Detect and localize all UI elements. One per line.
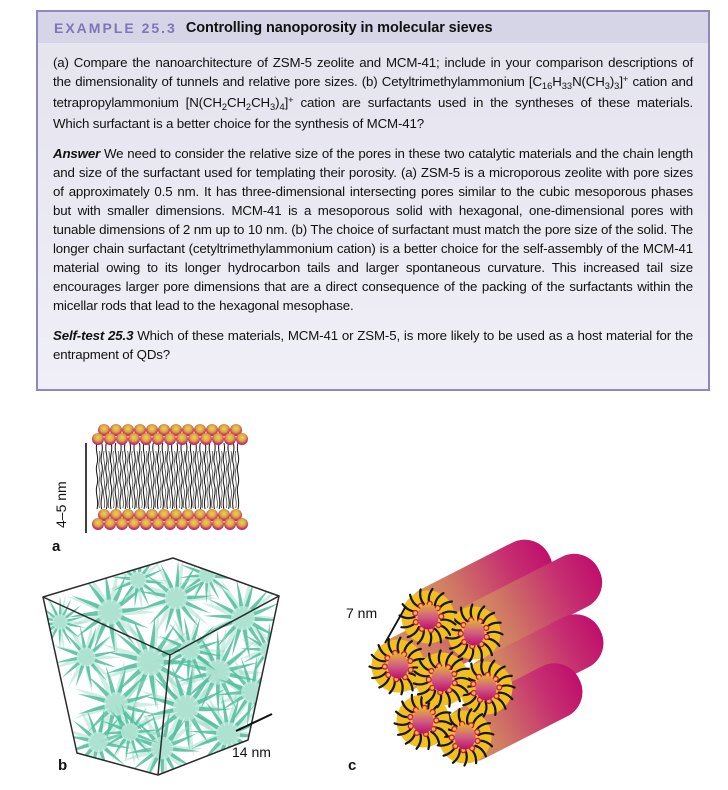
answer-paragraph: Answer We need to consider the relative size of the pores in these two catalytic materials and the chain length and size of the surfactant used for templating their porosity. (a) ZSM-5 is a microporous zeolite with pore sizes of approximately 0.5 nm. It has three-dimensional intersecting pores similar to the cubic mesoporous phases but with smaller dimensions. MCM-41 is a mesoporous solid with hexagonal, one-dimensional pores with tunable dimensions of 2 nm up to 10 nm. (b) The choice of surfactant must match the pore size of the solid. The longer chain surfactant (cetyltrimethylammonium cation) is a better choice for the self-assembly of the MCM-41 material owing to its longer hydrocarbon tails and larger spontaneous curvature. This increased tail size encourages larger pore dimensions that are a direct consequence of the packing of the surfactants within the micellar rods that lead to the hexagonal mesophase. — [53, 146, 693, 314]
bilayer-tails — [96, 443, 239, 509]
example-body — [38, 43, 708, 364]
figure-c-letter: c — [348, 757, 357, 774]
cube-dimension-label: 14 nm — [232, 744, 271, 760]
bilayer-dimension-label: 4–5 nm — [53, 481, 69, 528]
micelle-dimension-label: 7 nm — [346, 605, 378, 621]
example-box — [36, 10, 710, 391]
example-title: Controlling nanoporosity in molecular sieves — [185, 19, 493, 36]
figure-cube — [32, 544, 299, 790]
figure-panel — [0, 395, 728, 790]
example-number-label: EXAMPLE 25.3 — [54, 19, 177, 36]
selftest-paragraph: Self-test 25.3 Which of these materials, MCM-41 or ZSM-5, is more likely to be used as a host material for the entrapment of QDs? — [53, 328, 694, 363]
figures-svg — [0, 395, 728, 790]
example-header — [38, 12, 708, 43]
figure-micelles — [346, 530, 613, 774]
figure-bilayer — [52, 424, 248, 555]
figure-b-letter: b — [58, 757, 68, 774]
bilayer-headgroups — [92, 424, 248, 530]
question-paragraph: (a) Compare the nanoarchitecture of ZSM-5 zeolite and MCM-41; include in your comparison descriptions of the dimensionality of tunnels and relative pore sizes. (b) Cetyltrimethylammonium $[C_{16}H_{33}N(CH_3)_3]^+$ cation and tetrapropylammonium $[N(CH_2CH_2CH_3)_4]^+$ cation are surfactants used in the syntheses of these materials. Which surfactant is a better choice for the synthesis of MCM-41? — [53, 55, 694, 132]
figure-a-letter: a — [52, 538, 61, 555]
